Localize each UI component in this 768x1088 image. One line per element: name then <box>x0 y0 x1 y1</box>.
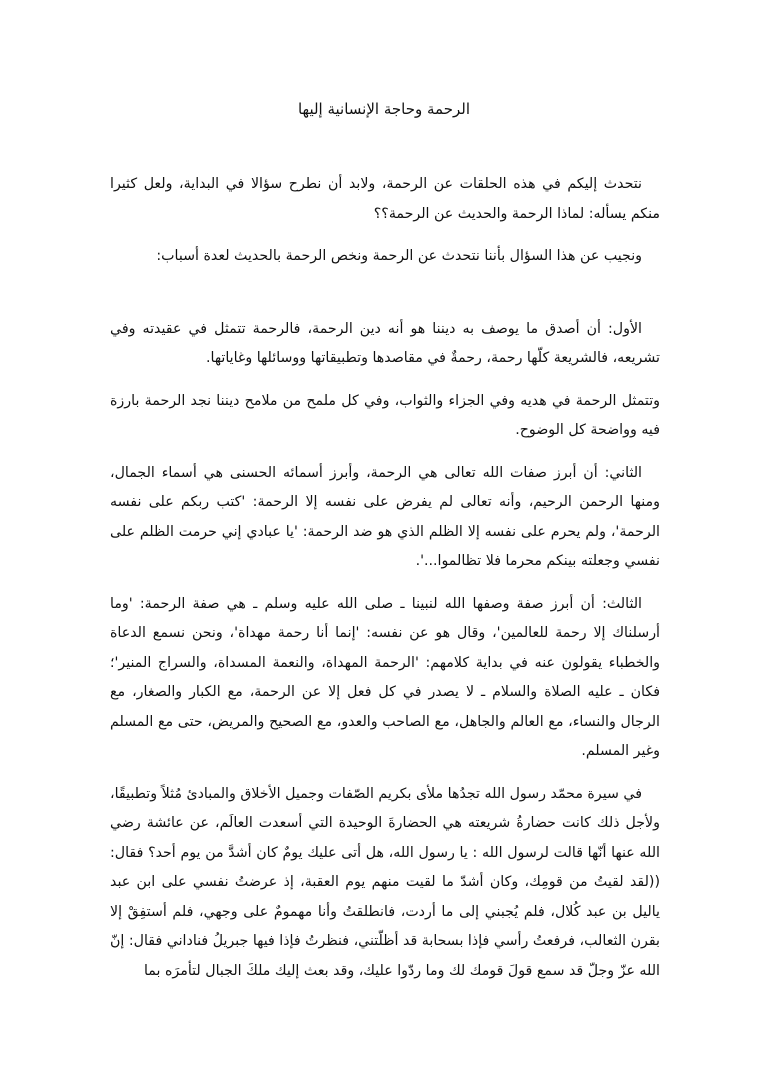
paragraph-sira: في سيرة محمّد رسول الله تجدُها ملأى بكريم الصّفات وجميل الأخلاق والمبادئ مُثلاً وتطبيقًا، ولأجل ذلك كانت حضارةُ شريعته هي الحضارةَ الوحيدة التي أسعدت العالَم، عن عائشة رضي الله عنها أنّها قالت لرسول الله : يا رسول الله، هل أتى عليك يومٌ كان أشدَّ من يوم أحد؟ فقال: ((لقد لقيتُ من قومِك، وكان أشدّ ما لقيت منهم يوم العقبة، إذ عرضتُ نفسي على ابن عبد ياليل بن عبد كُلال، فلم يُجبني إلى ما أردت، فانطلقتُ وأنا مهمومٌ على وجهي، فلم أستفِقْ إلا بقرن الثعالب، فرفعتُ رأسي فإذا بسحابة قد أظلّتني، فنظرتُ فإذا فيها جبريلُ فناداني فقال: إنّ الله عزّ وجلّ قد سمع قولَ قومك لك وما ردّوا عليك، وقد بعث إليك ملكَ الجبال لتأمرَه بما <box>110 785 660 979</box>
paragraph-third-reason: الثالث: أن أبرز صفة وصفها الله لنبينا ـ صلى الله عليه وسلم ـ هي صفة الرحمة: 'وما أرسلناك إلا رحمة للعالمين'، وقال هو عن نفسه: 'إنما أنا رحمة مهداة'، ونحن نسمع الدعاة والخطباء يقولون عنه في بداية كلامهم: 'الرحمة المهداة، والنعمة المسداة، والسراج المنير'؛ فكان ـ عليه الصلاة والسلام ـ لا يصدر في كل فعل إلا عن الرحمة، مع الكبار والصغار، مع الرجال والنساء، مع العالم والجاهل، مع الصاحب والعدو، مع الصحيح والمريض، حتى مع المسلم وغير المسلم. <box>110 595 660 759</box>
paragraph-intro: نتحدث إليكم في هذه الحلقات عن الرحمة، ولابد أن نطرح سؤالا في البداية، ولعل كثيرا منكم يسأله: لماذا الرحمة والحديث عن الرحمة؟؟ <box>110 176 660 222</box>
document-body <box>110 170 660 999</box>
paragraph-first-reason: الأول: أن أصدق ما يوصف به ديننا هو أنه دين الرحمة، فالرحمة تتمثل في عقيدته وفي تشريعه، فالشريعة كلّها رحمة، رحمةٌ في مقاصدها وتطبيقاتها ووسائلها وغاياتها. <box>110 320 660 366</box>
paragraph-answer: ونجيب عن هذا السؤال بأننا نتحدث عن الرحمة ونخص الرحمة بالحديث لعدة أسباب: <box>156 248 642 264</box>
paragraph-first-reason-cont: وتتمثل الرحمة في هديه وفي الجزاء والثواب، وفي كل ملمح من ملامح ديننا نجد الرحمة بارزة فيه وواضحة كل الوضوح. <box>110 392 660 438</box>
page-title: الرحمة وحاجة الإنسانية إليها <box>297 100 471 118</box>
paragraph-second-reason: الثاني: أن أبرز صفات الله تعالى هي الرحمة، وأبرز أسمائه الحسنى هي أسماء الجمال، ومنها الرحمن الرحيم، وأنه تعالى لم يفرض على نفسه إلا الرحمة: 'كتب ربكم على نفسه الرحمة'، ولم يحرم على نفسه إلا الظلم الذي هو ضد الرحمة: 'يا عبادي إني حرمت الظلم على نفسي وجعلته بينكم محرما فلا تظالموا...'. <box>110 464 660 569</box>
